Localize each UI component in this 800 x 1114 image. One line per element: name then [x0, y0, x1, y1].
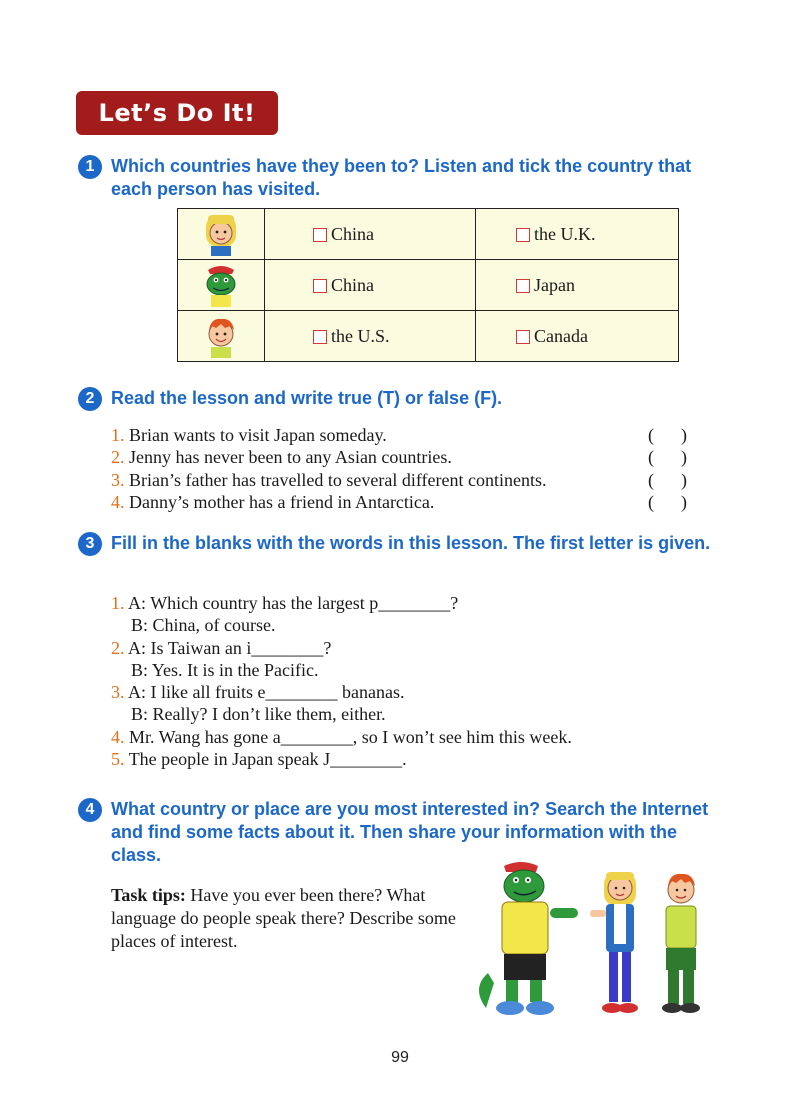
exercise-number-3: 3	[78, 532, 102, 556]
exercise-3-instruction: Fill in the blanks with the words in this lesson. The first letter is given.	[111, 533, 711, 553]
item-number: 1.	[111, 593, 125, 613]
option-label: the U.S.	[331, 325, 390, 346]
true-false-list	[111, 424, 687, 513]
characters-illustration	[466, 858, 716, 1028]
list-item	[111, 424, 687, 446]
item-line-a: The people in Japan speak J________.	[128, 749, 407, 770]
option-label: Canada	[534, 325, 588, 346]
girl-figure	[590, 872, 638, 1013]
option-cell[interactable]	[265, 260, 476, 311]
exercise-4-instruction: What country or place are you most interested in? Search the Internet and find some facts about it. Then share your information with the class.	[111, 799, 709, 865]
option-label: China	[331, 223, 374, 244]
boy-figure	[662, 874, 700, 1013]
answer-blank[interactable]: ( )	[648, 425, 687, 445]
table-row	[178, 260, 679, 311]
option-label: Japan	[534, 274, 575, 295]
item-number: 2.	[111, 637, 125, 658]
item-line-b: B: Really? I don’t like them, either.	[131, 704, 386, 725]
checkbox[interactable]	[313, 279, 327, 293]
dinosaur-face-icon	[178, 260, 264, 310]
table-row	[178, 311, 679, 362]
item-number: 3.	[111, 682, 125, 703]
list-item	[111, 726, 572, 748]
checkbox[interactable]	[516, 279, 530, 293]
item-number: 5.	[111, 749, 125, 770]
item-number: 4.	[111, 726, 125, 747]
checkbox[interactable]	[516, 228, 530, 242]
option-label: the U.K.	[534, 223, 596, 244]
tick-table	[177, 208, 679, 362]
item-text: Danny’s mother has a friend in Antarctica.	[129, 491, 435, 512]
item-line-a: A: Which country has the largest p________?	[128, 593, 459, 613]
exercise-2-instruction: Read the lesson and write true (T) or false (F).	[111, 388, 503, 408]
table-row	[178, 209, 679, 260]
item-number: 1.	[111, 425, 125, 445]
answer-blank[interactable]: ( )	[648, 491, 687, 512]
item-text: Brian’s father has travelled to several different continents.	[129, 469, 547, 490]
list-item	[111, 469, 687, 491]
fill-blanks-list	[111, 592, 572, 770]
checkbox[interactable]	[313, 330, 327, 344]
option-cell[interactable]	[265, 311, 476, 362]
item-number: 4.	[111, 491, 125, 512]
dinosaur-figure	[479, 862, 578, 1015]
option-cell[interactable]	[476, 209, 679, 260]
task-tips-text: Have you ever been there? What language do people speak there? Describe some places of interest.	[111, 885, 456, 951]
list-item	[111, 637, 572, 659]
checkbox[interactable]	[313, 228, 327, 242]
checkbox[interactable]	[516, 330, 530, 344]
list-item	[111, 446, 687, 468]
exercise-number-4: 4	[78, 798, 102, 822]
boy-face-icon	[178, 311, 264, 361]
answer-blank[interactable]: ( )	[648, 447, 687, 468]
task-tips	[111, 884, 461, 953]
list-item	[111, 592, 572, 614]
girl-portrait-cell	[178, 209, 265, 260]
item-line-b: B: China, of course.	[131, 615, 276, 636]
item-line-a: A: I like all fruits e________ bananas.	[128, 682, 405, 703]
exercise-number-2: 2	[78, 387, 102, 411]
item-number: 3.	[111, 469, 125, 490]
list-item	[111, 491, 687, 513]
girl-face-icon	[178, 209, 264, 259]
option-label: China	[331, 274, 374, 295]
exercise-1-instruction: Which countries have they been to? Listen and tick the country that each person has visited.	[111, 156, 692, 199]
task-tips-label: Task tips:	[111, 885, 186, 905]
page-number: 99	[391, 1049, 409, 1066]
item-text: Jenny has never been to any Asian countries.	[129, 447, 452, 468]
list-item	[111, 748, 572, 770]
list-item	[111, 681, 572, 703]
item-number: 2.	[111, 447, 125, 468]
item-line-b: B: Yes. It is in the Pacific.	[131, 659, 319, 680]
dinosaur-portrait-cell	[178, 260, 265, 311]
section-banner: Let’s Do It!	[76, 91, 278, 135]
answer-blank[interactable]: ( )	[648, 469, 687, 490]
item-text: Brian wants to visit Japan someday.	[129, 425, 387, 445]
boy-portrait-cell	[178, 311, 265, 362]
item-line-a: Mr. Wang has gone a________, so I won’t see him this week.	[129, 726, 572, 747]
item-line-a: A: Is Taiwan an i________?	[128, 637, 332, 658]
exercise-number-1: 1	[78, 155, 102, 179]
option-cell[interactable]	[476, 260, 679, 311]
option-cell[interactable]	[476, 311, 679, 362]
option-cell[interactable]	[265, 209, 476, 260]
